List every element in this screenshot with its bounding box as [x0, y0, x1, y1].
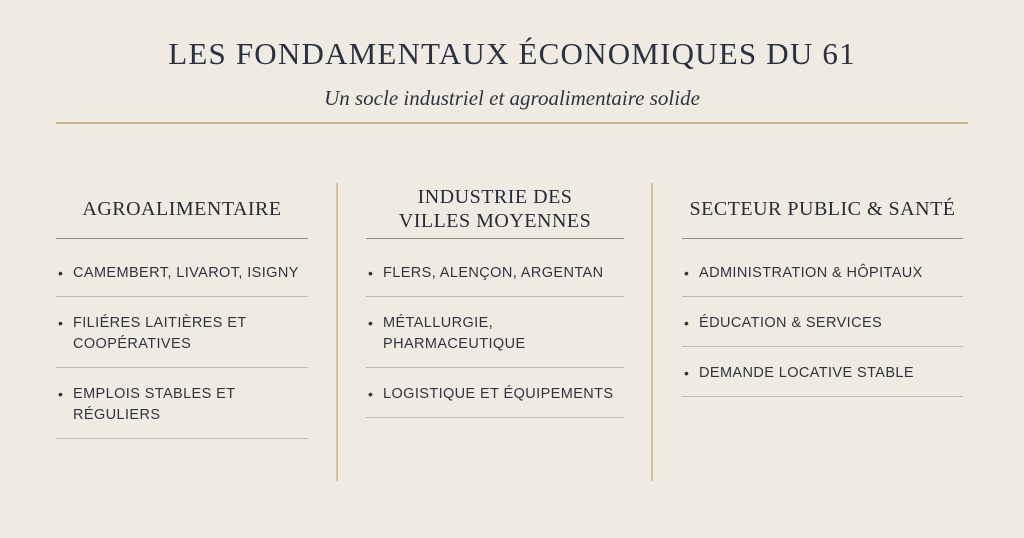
bullet-icon: • — [368, 265, 374, 281]
page-title: LES FONDAMENTAUX ÉCONOMIQUES DU 61 — [168, 36, 856, 71]
bullet-icon: • — [58, 315, 64, 331]
column-title: SECTEUR PUBLIC & SANTÉ — [682, 180, 963, 239]
bullet-icon: • — [684, 365, 690, 381]
list-item — [682, 297, 963, 347]
list-item — [682, 347, 963, 397]
bullet-icon: • — [58, 386, 64, 402]
list-item-label: CAMEMBERT, LIVAROT, ISIGNY — [73, 265, 299, 281]
column-industrie — [366, 180, 624, 418]
list-item-label: MÉTALLURGIE, PHARMACEUTIQUE — [383, 315, 526, 352]
item-list — [56, 263, 308, 439]
column-secteur-public — [682, 180, 963, 397]
list-item-label: EMPLOIS STABLES ET RÉGULIERS — [73, 386, 236, 423]
list-item-label: LOGISTIQUE ET ÉQUIPEMENTS — [383, 386, 614, 402]
bullet-icon: • — [58, 265, 64, 281]
list-item — [366, 263, 624, 297]
list-item — [366, 368, 624, 418]
item-list — [682, 263, 963, 397]
list-item — [56, 368, 308, 439]
list-item — [56, 263, 308, 297]
column-agroalimentaire — [56, 180, 308, 439]
list-item-label: ÉDUCATION & SERVICES — [699, 315, 883, 331]
column-divider-1 — [336, 183, 338, 481]
bullet-icon: • — [368, 315, 374, 331]
bullet-icon: • — [684, 265, 690, 281]
list-item-label: FLERS, ALENÇON, ARGENTAN — [383, 265, 604, 281]
bullet-icon: • — [368, 386, 374, 402]
list-item-label: DEMANDE LOCATIVE STABLE — [699, 365, 914, 381]
list-item-label: ADMINISTRATION & HÔPITAUX — [699, 265, 923, 281]
column-title: INDUSTRIE DES VILLES MOYENNES — [366, 180, 624, 239]
column-divider-2 — [651, 183, 653, 481]
column-title: AGROALIMENTAIRE — [56, 180, 308, 239]
page-subtitle: Un socle industriel et agroalimentaire solide — [324, 86, 700, 110]
bullet-icon: • — [684, 315, 690, 331]
item-list — [366, 263, 624, 418]
header-divider — [56, 122, 968, 124]
list-item — [56, 297, 308, 368]
list-item-label: FILIÉRES LAITIÈRES ET COOPÉRATIVES — [73, 315, 247, 352]
list-item — [682, 263, 963, 297]
list-item — [366, 297, 624, 368]
